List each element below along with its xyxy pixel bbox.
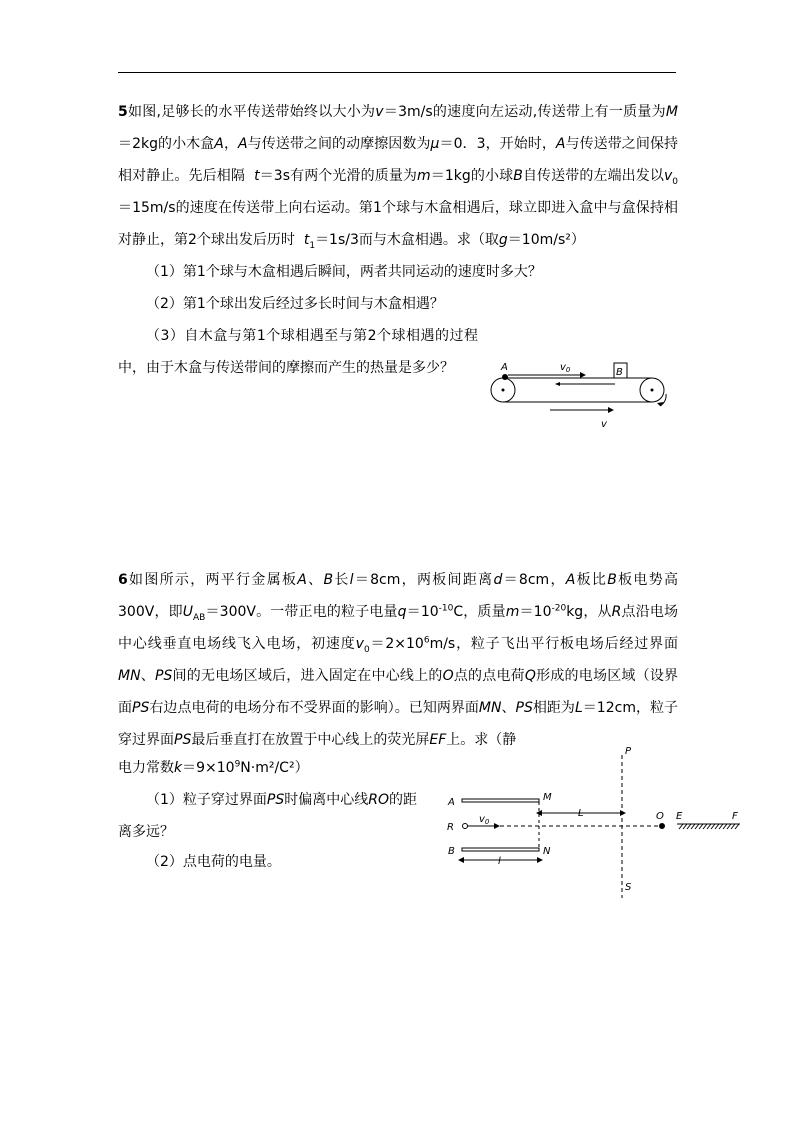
var-Q: Q xyxy=(524,668,536,684)
var-A: A xyxy=(297,572,307,588)
p6-text: 点的点电荷 xyxy=(453,668,525,684)
p5-text: 自传送带的左端出发以 xyxy=(522,168,664,184)
label-v0: $v_0$ xyxy=(560,362,571,374)
small-l-arrowhead-right xyxy=(537,857,543,863)
var-t1: t xyxy=(303,232,310,248)
left-pulley-axle xyxy=(502,389,505,392)
var-v0: v xyxy=(664,168,673,184)
p6-text: kg，从 xyxy=(566,604,612,620)
var-RO: RO xyxy=(368,792,390,808)
var-mu: μ xyxy=(430,136,440,152)
problem-6 xyxy=(118,564,678,756)
p6-text: m/s，粒子飞出平行板电场后经过界面 xyxy=(429,636,679,652)
p6-text: 最后垂直打在放置于中心线上的荧光屏 xyxy=(191,732,430,748)
subscript: 0 xyxy=(672,176,679,187)
plate-b xyxy=(462,848,539,851)
v0-arrowhead xyxy=(580,372,586,378)
var-v: v xyxy=(375,104,384,120)
belt-arrowhead-inner xyxy=(555,382,560,386)
p6-question-1 xyxy=(118,784,438,848)
var-U: U xyxy=(182,604,194,620)
var-B: B xyxy=(323,572,334,588)
p6-text: ＝8cm，两板间距离 xyxy=(353,572,494,588)
var-k: k xyxy=(174,760,183,776)
p5-text: ＝0．3，开始时， xyxy=(439,136,556,152)
p6-text: 、 xyxy=(501,700,516,716)
p6-text: 电力常数 xyxy=(118,760,174,776)
p6-text: ＝12cm，粒子穿过界面 xyxy=(118,700,679,748)
point-charge-o xyxy=(659,823,665,829)
superscript: -10 xyxy=(438,603,454,614)
p5-text: ＝3m/s的速度向左运动,传送带上有一质量为 xyxy=(383,104,666,120)
label-v: v xyxy=(601,419,607,430)
conveyor-diagram xyxy=(480,356,690,436)
var-R: R xyxy=(611,604,622,620)
var-B: B xyxy=(513,168,523,184)
var-M: M xyxy=(665,104,678,120)
label-s: S xyxy=(625,882,632,893)
var-PS: PS xyxy=(266,792,285,808)
screen-hatching xyxy=(679,824,739,829)
p5-question-3: （3）自木盒与第1个球相遇至与第2个球相遇的过程中，由于木盒与传送带间的摩擦而产生的热量是多少？ xyxy=(118,328,478,376)
label-b: B xyxy=(616,367,623,378)
p5-text: ＝10m/s²） xyxy=(507,232,585,248)
p5-question-1: （1）第1个球与木盒相遇后瞬间，两者共同运动的速度时多大？ xyxy=(146,264,542,280)
p6-text: 板比 xyxy=(575,572,608,588)
problem-5-number: 5 xyxy=(118,104,128,120)
p6-text: ＝2×10 xyxy=(369,636,424,652)
p5-question-2: （2）第1个球出发后经过多长时间与木盒相遇？ xyxy=(146,296,444,312)
subscript: AB xyxy=(193,612,206,623)
var-q: q xyxy=(397,604,407,620)
p6-text: 右边点电荷的电场分布不受界面的影响）。已知两界面 xyxy=(149,700,479,716)
var-A: A xyxy=(555,136,566,152)
var-B: B xyxy=(607,572,617,588)
p6-text: 长 xyxy=(333,572,350,588)
superscript: 9 xyxy=(234,759,241,770)
plate-a xyxy=(462,799,539,802)
var-m: m xyxy=(417,168,431,184)
label-o: O xyxy=(656,811,664,822)
p6-text: N·m²/C²） xyxy=(240,760,309,776)
var-A: A xyxy=(565,572,576,588)
problem-6-number: 6 xyxy=(118,572,128,588)
label-a: A xyxy=(448,797,455,808)
p5-text: 如图,足够长的水平传送带始终以大小为 xyxy=(127,104,376,120)
var-EF: EF xyxy=(429,732,447,748)
header-rule xyxy=(118,72,676,73)
p6-text: （1）粒子穿过界面 xyxy=(146,792,267,808)
label-e: E xyxy=(676,811,683,822)
label-big-l: L xyxy=(578,808,584,819)
var-PS: PS xyxy=(155,668,173,684)
label-r: R xyxy=(447,822,454,833)
superscript: -20 xyxy=(551,603,567,614)
small-l-arrowhead-left xyxy=(458,857,464,863)
p6-text: C，质量 xyxy=(453,604,506,620)
superscript: 6 xyxy=(423,635,430,646)
var-MN: MN xyxy=(118,668,141,684)
p5-text: ＝1kg的小球 xyxy=(430,168,514,184)
p6-text: 的距 xyxy=(389,792,418,808)
p6-text: （2）点电荷的电量。 xyxy=(146,854,281,870)
label-m: M xyxy=(543,792,552,803)
var-m: m xyxy=(505,604,520,620)
point-r xyxy=(463,824,468,829)
p5-text: ＝2kg的小木盒 xyxy=(118,136,215,152)
var-PS: PS xyxy=(132,700,150,716)
p6-text: 点沿电场中心线垂直电场线飞入电场，初速度 xyxy=(118,604,678,652)
p5-text: ＝3s有两个光滑的质量为 xyxy=(259,168,418,184)
p6-text: 间的无电场区域后，进入固定在中心线上的 xyxy=(172,668,443,684)
subscript: 0 xyxy=(363,644,370,655)
p6-text: ＝9×10 xyxy=(182,760,235,776)
p6-text: 形成的电场区域（设界面 xyxy=(118,668,679,716)
var-v0: v xyxy=(355,636,364,652)
label-v0: $v_0$ xyxy=(479,814,490,826)
p6-text: 离多远？ xyxy=(118,824,174,840)
label-b: B xyxy=(448,846,455,857)
var-PS: PS xyxy=(515,700,533,716)
p5-text: 与传送带之间保持相对静止。先后相隔 xyxy=(118,136,679,184)
var-A: A xyxy=(214,136,224,152)
var-t: t xyxy=(254,168,260,184)
p6-text: 上。求（静 xyxy=(446,732,517,748)
var-PS: PS xyxy=(174,732,192,748)
p6-text: 相距为 xyxy=(532,700,575,716)
var-MN: MN xyxy=(478,700,502,716)
v0-arrowhead xyxy=(494,823,500,829)
capacitor-diagram xyxy=(440,740,750,905)
p6-text: ＝10 xyxy=(519,604,552,620)
ball-a xyxy=(502,374,508,380)
var-d: d xyxy=(493,572,503,588)
p5-text: 与传送带之间的动摩擦因数为 xyxy=(247,136,431,152)
p6-text: 、 xyxy=(140,668,155,684)
p5-text: ＝15m/s的速度在传送带上向右运动。第1个球与木盒相遇后，球立即进入盒中与盒保持相对静止，第2个球出发后历时 xyxy=(118,200,678,248)
var-L: L xyxy=(574,700,583,716)
label-n: N xyxy=(543,846,551,857)
var-l: l xyxy=(349,572,354,588)
p6-text: 、 xyxy=(306,572,324,588)
subscript: 1 xyxy=(309,240,316,251)
p6-text: 板电势高300V，即 xyxy=(118,572,679,620)
p5-text: ＝1s/3而与木盒相遇。求（取 xyxy=(315,232,499,248)
label-f: F xyxy=(732,811,738,822)
p6-text: ＝10 xyxy=(406,604,439,620)
p6-text: 如图所示，两平行金属板 xyxy=(127,572,298,588)
problem-5 xyxy=(118,96,678,384)
label-a: A xyxy=(501,362,508,373)
label-small-l: l xyxy=(498,856,501,867)
p5-text: ， xyxy=(223,136,239,152)
label-p: P xyxy=(625,746,632,757)
l-dim-arrowhead-right xyxy=(620,810,626,816)
p6-text: ＝8cm， xyxy=(502,572,566,588)
p6-text: 时偏离中心线 xyxy=(284,792,369,808)
p6-text: ＝300V。一带正电的粒子电量 xyxy=(205,604,398,620)
var-g: g xyxy=(498,232,508,248)
v-arrowhead xyxy=(608,407,614,413)
var-O: O xyxy=(442,668,454,684)
right-pulley-axle xyxy=(651,389,654,392)
var-A: A xyxy=(238,136,248,152)
